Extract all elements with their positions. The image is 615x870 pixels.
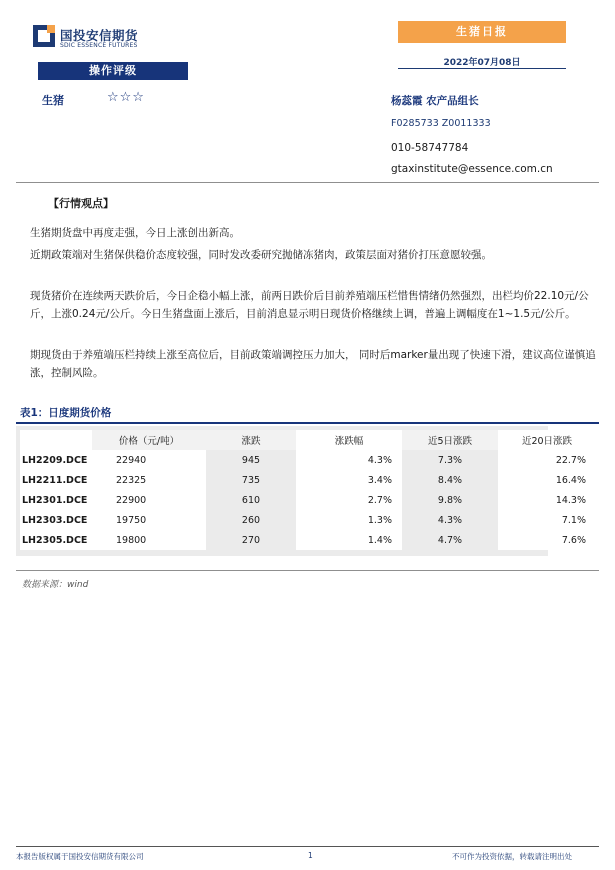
header-cell: 近20日涨跌 [498, 430, 596, 450]
contract-name: LH2301.DCE [20, 490, 92, 510]
pct-cell: 4.3% [296, 450, 402, 470]
change-cell: 260 [241, 514, 261, 526]
footer-disclaimer: 不可作为投资依据，转载请注明出处 [452, 852, 572, 861]
header-cell: 涨跌幅 [296, 430, 402, 450]
source-divider [16, 570, 599, 571]
page-number: 1 [308, 851, 313, 860]
d5-cell: 4.3% [437, 514, 463, 526]
d20-cell: 14.3% [498, 490, 596, 510]
table-row [20, 510, 596, 530]
report-type-banner: 生猪日报 [398, 21, 566, 43]
price-cell: 22900 [92, 490, 206, 510]
header-cell: 价格（元/吨） [92, 430, 206, 450]
price-cell: 19750 [92, 510, 206, 530]
change-cell: 270 [241, 534, 261, 546]
pct-cell: 2.7% [296, 490, 402, 510]
contract-name: LH2305.DCE [20, 530, 92, 550]
contract-name: LH2211.DCE [20, 470, 92, 490]
d5-cell: 7.3% [437, 454, 463, 466]
pct-cell: 1.3% [296, 510, 402, 530]
paragraph: 近期政策端对生猪保供稳价态度较强，同时发改委研究抛储冻猪肉，政策层面对猪价打压意愿较强。 [30, 249, 492, 261]
analyst-license: F0285733 Z0011333 [391, 118, 491, 129]
analyst-name: 杨蕊霞 农产品组长 [391, 95, 479, 107]
data-source: 数据来源：wind [22, 580, 89, 590]
table-row [20, 490, 596, 510]
price-cell: 22325 [92, 470, 206, 490]
table-title: 表1：日度期货价格 [20, 407, 112, 419]
change-cell: 945 [241, 454, 261, 466]
section-title: 【行情观点】 [48, 197, 114, 210]
logo-text: 国投安信期货 [60, 28, 139, 43]
analyst-email[interactable]: gtaxinstitute@essence.com.cn [391, 163, 553, 175]
d20-cell: 7.6% [498, 530, 596, 550]
change-cell: 735 [241, 474, 261, 486]
analyst-phone: 010-58747784 [391, 142, 469, 154]
price-cell: 19800 [92, 530, 206, 550]
table-title-rule [16, 422, 599, 424]
pct-cell: 3.4% [296, 470, 402, 490]
logo-subtext: SDIC ESSENCE FUTURES [60, 42, 138, 49]
report-date: 2022年07月08日 [443, 58, 521, 68]
section-divider [16, 182, 599, 183]
header-cell: 近5日涨跌 [402, 430, 498, 450]
pct-cell: 1.4% [296, 530, 402, 550]
d5-cell: 4.7% [437, 534, 463, 546]
contract-name: LH2209.DCE [20, 450, 92, 470]
table-row [20, 530, 596, 550]
table-header-row [20, 430, 596, 450]
footer-divider [16, 846, 599, 847]
rating-banner: 操作评级 [38, 62, 188, 80]
change-cell: 610 [241, 494, 261, 506]
logo-icon [33, 25, 55, 47]
table-row [20, 470, 596, 490]
header-divider [398, 68, 566, 69]
table-row [20, 450, 596, 470]
footer-copyright: 本报告版权属于国投安信期货有限公司 [16, 852, 144, 861]
header-cell: 涨跌 [206, 430, 296, 450]
d20-cell: 16.4% [498, 470, 596, 490]
price-cell: 22940 [92, 450, 206, 470]
futures-price-table [20, 430, 596, 550]
paragraph: 期现货由于养殖端压栏持续上涨至高位后，目前政策端调控压力加大， 同时后marker量出现了快速下滑，建议高位谨慎追涨，控制风险。 [30, 349, 596, 379]
paragraph: 生猪期货盘中再度走强，今日上涨创出新高。 [30, 227, 240, 239]
d20-cell: 7.1% [498, 510, 596, 530]
d5-cell: 9.8% [437, 494, 463, 506]
header-cell-empty [20, 430, 92, 450]
commodity-name: 生猪 [42, 94, 64, 107]
paragraph: 现货猪价在连续两天跌价后，今日企稳小幅上涨，前两日跌价后目前养殖端压栏惜售情绪仍然强烈，出栏均价22.10元/公斤，上涨0.24元/公斤。今日生猪盘面上涨后，目前消息显示明日现货价格继续上调，普遍上调幅度在1~1.5元/公斤。 [30, 290, 589, 320]
d5-cell: 8.4% [437, 474, 463, 486]
rating-stars: ☆☆☆ [107, 90, 145, 105]
contract-name: LH2303.DCE [20, 510, 92, 530]
d20-cell: 22.7% [498, 450, 596, 470]
